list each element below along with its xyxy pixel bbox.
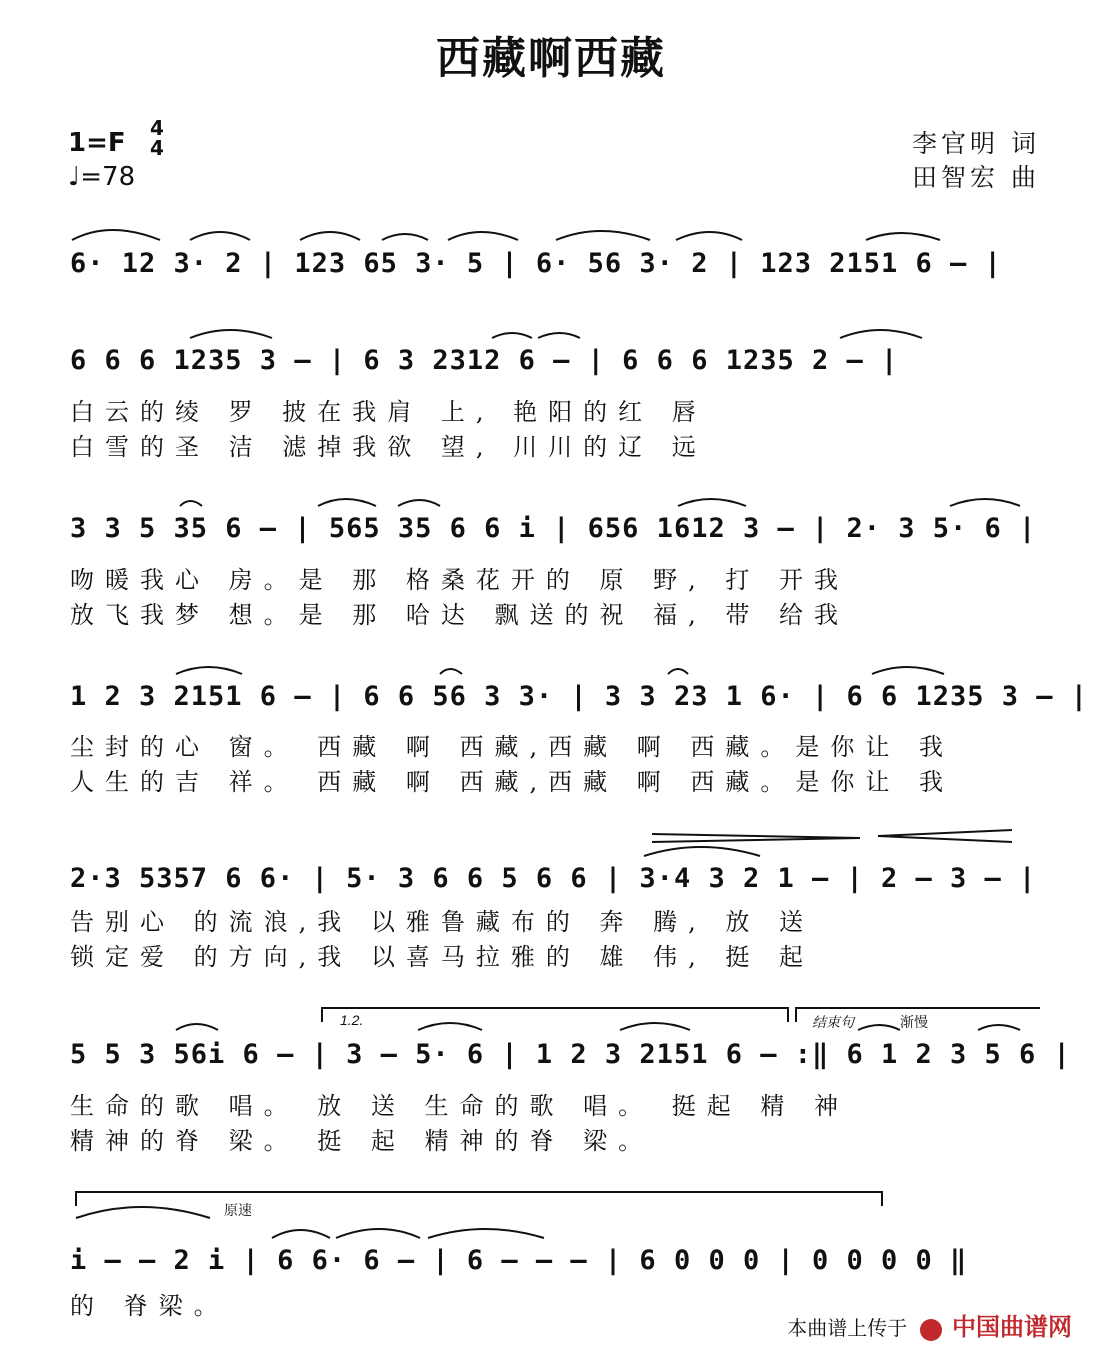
slur xyxy=(840,330,922,338)
a-tempo-label: 原速 xyxy=(224,1202,252,1218)
lyricist-credit: 李官明 词 xyxy=(912,129,1040,158)
slur xyxy=(180,501,202,506)
footer-site-link[interactable]: 中国曲谱网 xyxy=(952,1313,1072,1341)
tempo-marking: ♩=78 xyxy=(68,162,136,192)
notes-row-4: 1 2 3 2151 6 – | 6 6 56 3 3· | 3 3 23 1 6· | 6 6 1235 3 – | xyxy=(70,680,1089,712)
lyrics-row-4-verse-1: 尘封的心 窗。 西藏 啊 西藏,西藏 啊 西藏。是你让 我 xyxy=(70,733,955,761)
slur xyxy=(556,231,650,240)
notes-row-5: 2·3 5357 6 6· | 5· 3 6 6 5 6 6 | 3·4 3 2 1 – | 2 – 3 – | xyxy=(70,862,1037,894)
slur xyxy=(440,669,462,674)
notes-row-2: 6 6 6 1235 3 – | 6 3 2312 6 – | 6 6 6 1235 2 – | xyxy=(70,344,899,376)
volta-bracket xyxy=(322,1008,788,1022)
slur xyxy=(872,667,944,674)
slur xyxy=(538,333,580,338)
lyrics-row-4-verse-2: 人生的吉 祥。 西藏 啊 西藏,西藏 啊 西藏。是你让 我 xyxy=(70,768,955,796)
slur xyxy=(176,667,242,674)
lyrics-row-5-verse-2: 锁定爱 的方向,我 以喜马拉雅的 雄 伟, 挺 起 xyxy=(70,943,815,971)
lyrics-row-3-verse-2: 放飞我梦 想。是 那 哈达 飘送的祝 福, 带 给我 xyxy=(70,601,850,629)
footer xyxy=(787,1307,1072,1342)
slur xyxy=(300,232,360,240)
phrase-bracket xyxy=(76,1192,882,1206)
composer-credit: 田智宏 曲 xyxy=(912,163,1040,192)
slur xyxy=(858,1025,900,1030)
slur xyxy=(382,234,428,240)
lyrics-row-2-verse-1: 白云的绫 罗 披在我肩 上, 艳阳的红 唇 xyxy=(70,398,707,426)
slur xyxy=(418,1023,482,1030)
ritardando-label: 渐慢 xyxy=(900,1014,928,1030)
slur xyxy=(978,1025,1020,1030)
notes-row-6: 5 5 3 56i 6 – | 3 – 5· 6 | 1 2 3 2151 6 – :‖ 6 1 2 3 5 6 | xyxy=(70,1038,1071,1070)
ending-bracket xyxy=(796,1008,1040,1022)
slur xyxy=(676,232,742,240)
slur xyxy=(72,230,160,240)
slur xyxy=(190,330,272,338)
page-title: 西藏啊西藏 xyxy=(436,33,666,84)
slur xyxy=(950,499,1020,506)
time-sig-top: 4 xyxy=(150,116,164,140)
slur xyxy=(866,233,940,240)
slur xyxy=(176,1024,218,1030)
lyrics-row-2-verse-2: 白雪的圣 洁 滤掉我欲 望, 川川的辽 远 xyxy=(70,433,707,461)
slur xyxy=(448,232,518,240)
slur xyxy=(620,1023,690,1030)
lyrics-row-5-verse-1: 告别心 的流浪,我 以雅鲁藏布的 奔 腾, 放 送 xyxy=(70,908,815,936)
footer-text: 本曲谱上传于 xyxy=(787,1316,908,1340)
crescendo-hairpin xyxy=(652,834,860,842)
notes-row-3: 3 3 5 35 6 – | 565 35 6 6 i | 656 1612 3 – | 2· 3 5· 6 | xyxy=(70,512,1037,544)
slur xyxy=(190,232,250,240)
notes-row-7: i – – 2 i | 6 6· 6 – | 6 – – – | 6 0 0 0 | 0 0 0 0 ‖ xyxy=(70,1244,968,1276)
decrescendo-hairpin xyxy=(878,830,1012,842)
slur xyxy=(76,1207,210,1218)
slur xyxy=(428,1229,544,1238)
key-signature: 1=F xyxy=(68,128,126,158)
slur xyxy=(644,847,760,856)
slur xyxy=(678,499,746,506)
lyrics-row-6-verse-1: 生命的歌 唱。 放 送 生命的歌 唱。 挺起 精 神 xyxy=(70,1092,850,1120)
slur xyxy=(668,669,688,674)
ending-label: 结束句 xyxy=(812,1014,854,1030)
slur xyxy=(318,499,376,506)
volta-label: 1.2. xyxy=(340,1012,364,1028)
time-sig-bottom: 4 xyxy=(150,136,164,160)
slur xyxy=(272,1230,330,1238)
notes-row-1: 6· 12 3· 2 | 123 65 3· 5 | 6· 56 3· 2 | 123 2151 6 – | xyxy=(70,247,1002,279)
lyrics-row-6-verse-2: 精神的脊 梁。 挺 起 精神的脊 梁。 xyxy=(70,1127,654,1155)
lyrics-row-3-verse-1: 吻暖我心 房。是 那 格桑花开的 原 野, 打 开我 xyxy=(70,566,850,594)
slur xyxy=(492,333,532,338)
slur xyxy=(336,1229,420,1238)
slur xyxy=(398,500,440,506)
site-logo-icon xyxy=(920,1319,942,1341)
lyrics-row-7-verse-1: 的 脊梁。 xyxy=(70,1292,229,1320)
